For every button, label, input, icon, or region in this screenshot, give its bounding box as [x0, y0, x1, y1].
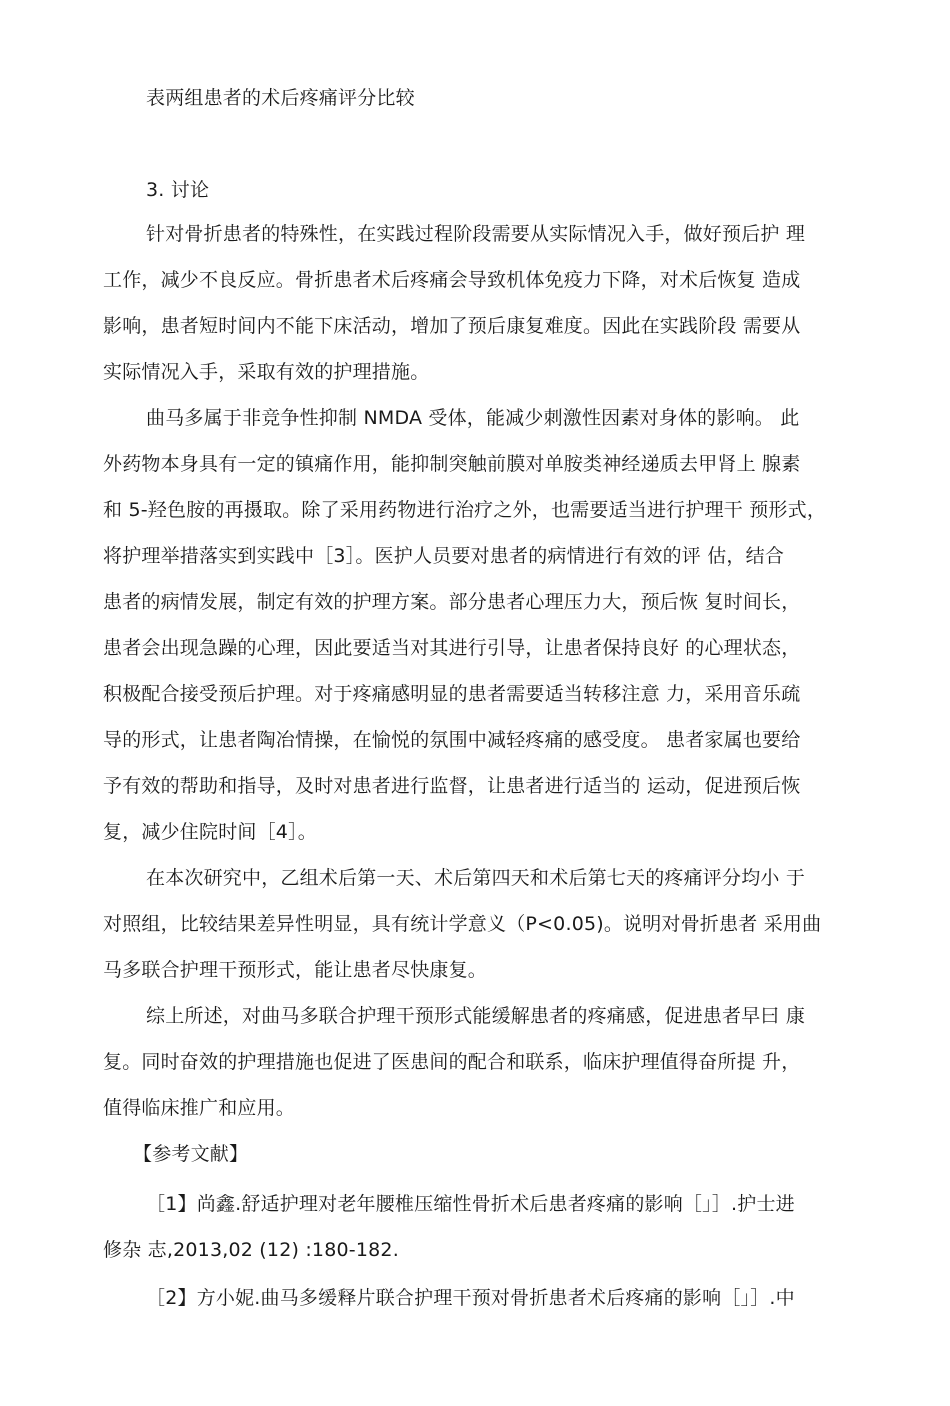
- paragraph-line: 在本次研究中，乙组术后第一天、术后第四天和术后第七天的疼痛评分均小 于: [146, 867, 806, 889]
- paragraph-line: 患者的病情发展，制定有效的护理方案。部分患者心理压力大，预后恢 复时间长，: [103, 591, 801, 613]
- paragraph-line: 马多联合护理干预形式，能让患者尽快康复。: [103, 959, 488, 981]
- paragraph-line: 针对骨折患者的特殊性，在实践过程阶段需要从实际情况入手，做好预后护 理: [146, 223, 806, 245]
- paragraph-line: 实际情况入手，采取有效的护理措施。: [103, 361, 430, 383]
- paragraph-line: 复。同时奋效的护理措施也促进了医患间的配合和联系，临床护理值得奋所提 升，: [103, 1051, 801, 1073]
- paragraph-line: 综上所述，对曲马多联合护理干预形式能缓解患者的疼痛感，促进患者早曰 康: [146, 1005, 806, 1027]
- table-caption: 表两组患者的术后疼痛评分比较: [146, 87, 415, 109]
- paragraph-line: 对照组，比较结果差异性明显，具有统计学意义（P<0.05)。说明对骨折患者 采用曲: [103, 913, 822, 935]
- paragraph-line: 影响，患者短时间内不能下床活动，增加了预后康复难度。因此在实践阶段 需要从: [103, 315, 801, 337]
- paragraph-line: 曲马多属于非竞争性抑制 NMDA 受体，能减少刺激性因素对身体的影响。 此: [146, 407, 800, 429]
- paragraph-line: 导的形式，让患者陶冶情操，在愉悦的氛围中减轻疼痛的感受度。 患者家属也要给: [103, 729, 801, 751]
- reference-item: 修杂 志,2013,02 (12) :180-182.: [103, 1239, 399, 1261]
- section-heading: 3. 讨论: [146, 179, 210, 201]
- reference-item: ［1】尚鑫.舒适护理对老年腰椎压缩性骨折术后患者疼痛的影响［」］.护士进: [146, 1193, 795, 1215]
- paragraph-line: 将护理举措落实到实践中［3］。医护人员要对患者的病情进行有效的评 估，结合: [103, 545, 785, 567]
- paragraph-line: 工作，减少不良反应。骨折患者术后疼痛会导致机体免疫力下降，对术后恢复 造成: [103, 269, 801, 291]
- paragraph-line: 外药物本身具有一定的镇痛作用，能抑制突触前膜对单胺类神经递质去甲肾上 腺素: [103, 453, 801, 475]
- paragraph-line: 和 5-羟色胺的再摄取。除了采用药物进行治疗之外，也需要适当进行护理干 预形式，: [103, 499, 827, 521]
- references-heading: 【参考文献】: [133, 1143, 249, 1165]
- paragraph-line: 值得临床推广和应用。: [103, 1097, 296, 1119]
- paragraph-line: 积极配合接受预后护理。对于疼痛感明显的患者需要适当转移注意 力，采用音乐疏: [103, 683, 801, 705]
- paragraph-line: 患者会出现急躁的心理，因此要适当对其进行引导，让患者保持良好 的心理状态，: [103, 637, 801, 659]
- paragraph-line: 予有效的帮助和指导，及时对患者进行监督，让患者进行适当的 运动，促进预后恢: [103, 775, 801, 797]
- paragraph-line: 复，减少住院时间［4］。: [103, 821, 317, 843]
- reference-item: ［2】方小妮.曲马多缓释片联合护理干预对骨折患者术后疼痛的影响［」］.中: [146, 1287, 795, 1309]
